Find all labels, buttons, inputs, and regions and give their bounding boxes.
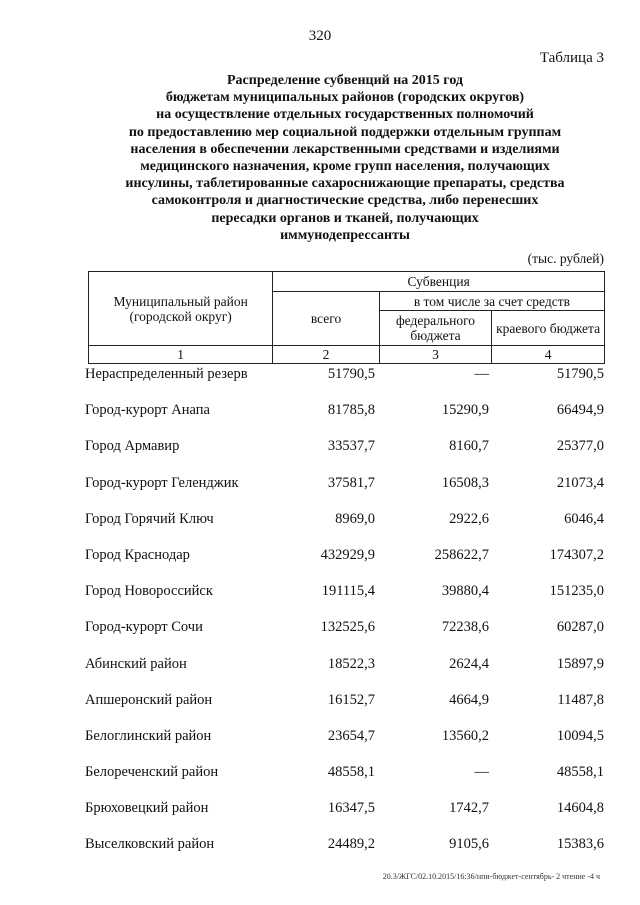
- federal-value: 16508,3: [441, 474, 489, 491]
- municipality-name: Город Новороссийск: [85, 583, 213, 600]
- municipality-name: Выселковский район: [85, 836, 215, 853]
- regional-value: 151235,0: [549, 583, 604, 600]
- federal-value: 9105,6: [449, 836, 489, 853]
- units-label: (тыс. рублей): [527, 251, 604, 266]
- total-value: 81785,8: [327, 402, 375, 419]
- title-line: иммунодепрессанты: [280, 227, 410, 243]
- title-line: пересадки органов и тканей, получающих: [211, 210, 479, 226]
- municipality-name: Город-курорт Анапа: [85, 402, 210, 419]
- table-label: Таблица 3: [539, 50, 604, 66]
- regional-value: 14604,8: [556, 800, 604, 817]
- federal-value: 1742,7: [449, 800, 489, 817]
- table-row: [85, 728, 607, 764]
- table-row: [85, 764, 607, 800]
- table-row: [85, 547, 607, 583]
- regional-value: 66494,9: [556, 402, 604, 419]
- title-line: Распределение субвенций на 2015 год: [227, 73, 463, 88]
- table-body: [85, 366, 607, 873]
- table-row: [85, 366, 607, 402]
- total-value: 18522,3: [327, 655, 375, 672]
- municipality-name: Город-курорт Сочи: [85, 619, 203, 636]
- column-number: 3: [379, 346, 491, 364]
- total-value: 33537,7: [327, 438, 375, 455]
- header-total: всего: [273, 292, 380, 346]
- header-regional: краевого бюджета: [492, 311, 605, 346]
- header-including: в том числе за счет средств: [379, 292, 604, 311]
- table-row: [85, 511, 607, 547]
- column-number: 1: [89, 346, 273, 364]
- municipality-name: Белореченский район: [85, 764, 219, 781]
- municipality-name: Апшеронский район: [85, 691, 213, 708]
- regional-value: 15383,6: [556, 836, 604, 853]
- municipality-name: Город Армавир: [85, 438, 180, 455]
- regional-value: 6046,4: [564, 510, 604, 527]
- municipality-name: Абинский район: [85, 655, 187, 672]
- title-line: инсулины, таблетированные сахароснижающие препараты, средства: [125, 176, 565, 192]
- table-row: [85, 619, 607, 655]
- federal-value: 72238,6: [441, 619, 489, 636]
- municipality-name: Нераспределенный резерв: [85, 366, 248, 382]
- title-line: на осуществление отдельных государственных полномочий: [156, 107, 534, 123]
- regional-value: 174307,2: [549, 546, 604, 563]
- federal-value: —: [474, 366, 489, 382]
- title-line: по предоставлению мер социальной поддержки отдельным группам: [128, 124, 562, 140]
- table-row: [85, 836, 607, 872]
- title-line: населения в обеспечении лекарственными средствами и изделиями: [130, 141, 560, 157]
- federal-value: 13560,2: [441, 727, 489, 744]
- footer-note: 20.3/ЖГС/02.10.2015/16:36/нпи-бюджет-сентябрь- 2 чтение -4 ч: [382, 872, 600, 881]
- municipality-name: Город Краснодар: [85, 546, 190, 563]
- municipality-name: Белоглинский район: [85, 727, 212, 744]
- total-value: 48558,1: [327, 764, 375, 781]
- federal-value: 39880,4: [441, 583, 489, 600]
- header-subvention: Субвенция: [273, 272, 605, 292]
- regional-value: 51790,5: [556, 366, 604, 382]
- table-row: [85, 692, 607, 728]
- regional-value: 21073,4: [556, 474, 604, 491]
- regional-value: 15897,9: [556, 655, 604, 672]
- federal-value: 258622,7: [434, 546, 489, 563]
- title-line: самоконтроля и диагностические средства, либо перенесших: [151, 193, 539, 209]
- regional-value: 11487,8: [557, 691, 604, 708]
- total-value: 37581,7: [327, 474, 375, 491]
- total-value: 16347,5: [327, 800, 375, 817]
- table-row: [85, 800, 607, 836]
- document-title: [80, 72, 610, 244]
- column-number: 2: [273, 346, 380, 364]
- regional-value: 10094,5: [556, 727, 604, 744]
- total-value: 23654,7: [327, 727, 375, 744]
- total-value: 132525,6: [320, 619, 375, 636]
- column-number: 4: [492, 346, 605, 364]
- total-value: 8969,0: [335, 510, 375, 527]
- table-row: [85, 438, 607, 474]
- municipality-name: Город Горячий Ключ: [85, 510, 214, 527]
- regional-value: 60287,0: [556, 619, 604, 636]
- federal-value: 8160,7: [449, 438, 489, 455]
- table-row: [85, 583, 607, 619]
- table-row: [85, 402, 607, 438]
- federal-value: 2922,6: [449, 510, 489, 527]
- regional-value: 25377,0: [556, 438, 604, 455]
- total-value: 51790,5: [327, 366, 375, 382]
- page-number: 320: [308, 28, 332, 44]
- federal-value: 4664,9: [449, 691, 489, 708]
- table-row: [85, 475, 607, 511]
- municipality-name: Город-курорт Геленджик: [85, 474, 239, 491]
- header-municipality: Муниципальный район (городской округ): [89, 272, 273, 346]
- regional-value: 48558,1: [556, 764, 604, 781]
- federal-value: —: [474, 764, 489, 781]
- title-line: медицинского назначения, кроме групп населения, получающих: [140, 159, 550, 175]
- table-row: [85, 656, 607, 692]
- total-value: 432929,9: [320, 546, 375, 563]
- title-line: бюджетам муниципальных районов (городских округов): [165, 90, 525, 106]
- table-header: [88, 271, 605, 364]
- total-value: 191115,4: [321, 583, 375, 600]
- header-federal: федерального бюджета: [379, 311, 491, 346]
- municipality-name: Брюховецкий район: [85, 800, 209, 817]
- federal-value: 2624,4: [449, 655, 489, 672]
- federal-value: 15290,9: [441, 402, 489, 419]
- total-value: 16152,7: [327, 691, 375, 708]
- total-value: 24489,2: [327, 836, 375, 853]
